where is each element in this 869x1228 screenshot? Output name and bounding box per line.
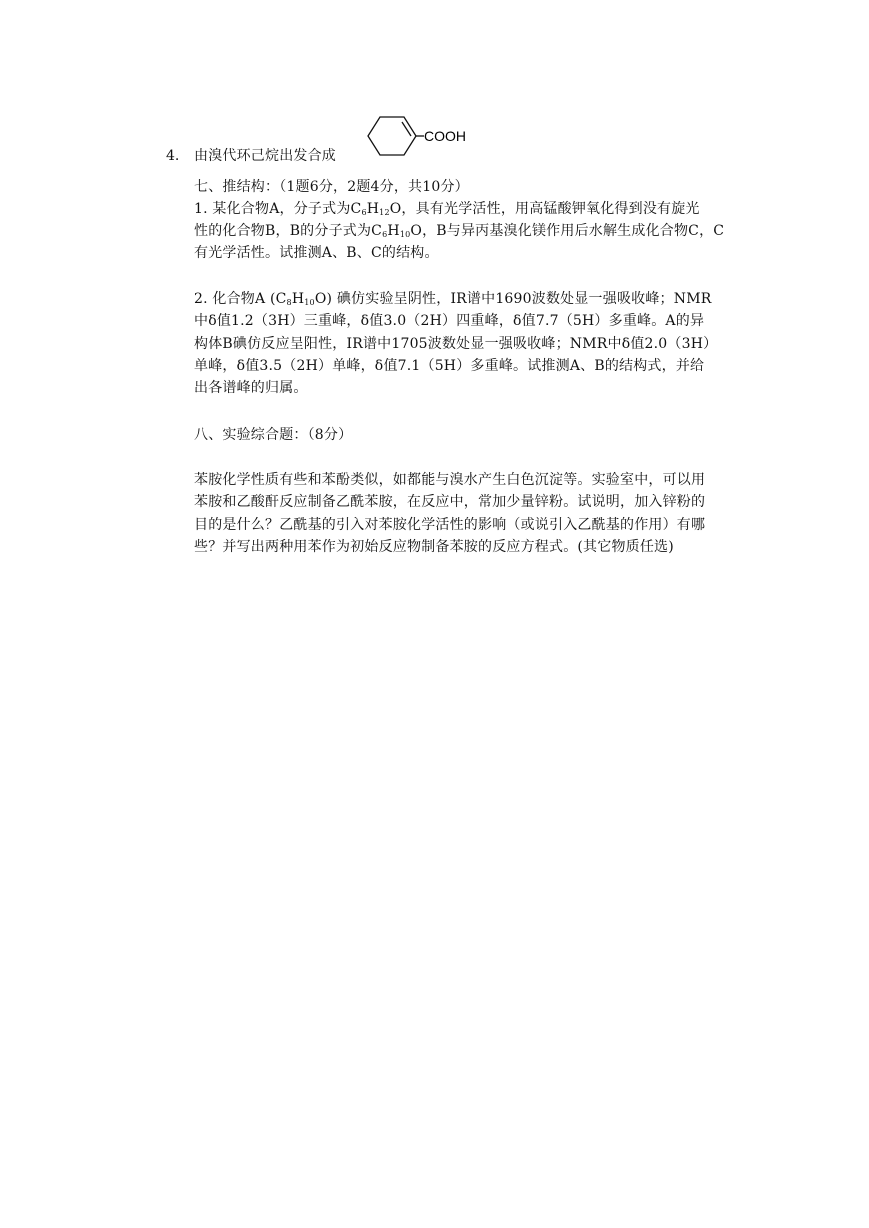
- paragraph-line: 有光学活性。试推测A、B、C的结构。: [194, 245, 439, 261]
- cooh-label: COOH: [424, 128, 466, 144]
- question-text: 由溴代环己烷出发合成: [194, 148, 336, 164]
- paragraph-line: 苯胺化学性质有些和苯酚类似，如都能与溴水产生白色沉淀等。实验室中，可以用: [194, 472, 706, 488]
- question-number: 4.: [166, 148, 180, 164]
- paragraph-line: 目的是什么？乙酰基的引入对苯胺化学活性的影响（或说引入乙酰基的作用）有哪: [194, 517, 706, 533]
- paragraph-line: 2. 化合物A $(C_8H_{10}O)$ 碘仿实验呈阴性，IR谱中1690波数处显一强吸收峰；NMR: [194, 291, 712, 307]
- double-bond-line: [402, 122, 411, 136]
- paragraph-line: 中δ值1.2（3H）三重峰，δ值3.0（2H）四重峰，δ值7.7（5H）多重峰。A的异: [194, 313, 705, 329]
- paragraph-line: 性的化合物B，B的分子式为$C_6H_{10}O$，B与异丙基溴化镁作用后水解生成化合物C，C: [194, 223, 725, 239]
- paragraph-line: 出各谱峰的归属。: [194, 380, 308, 396]
- cyclohexene-ring: [368, 117, 416, 155]
- cyclohexene-carboxylic-acid-structure: [358, 112, 478, 160]
- section-title: 七、推结构：（1题6分，2题4分，共10分）: [194, 179, 469, 195]
- paragraph-line: 些？并写出两种用苯作为初始反应物制备苯胺的反应方程式。(其它物质任选): [194, 539, 674, 555]
- paragraph-line: 1. 某化合物A，分子式为$C_6H_{12}O$，具有光学活性，用高锰酸钾氧化得到没有旋光: [194, 201, 700, 217]
- section-title: 八、实验综合题：（8分）: [194, 427, 353, 443]
- paragraph-line: 构体B碘仿反应呈阳性，IR谱中1705波数处显一强吸收峰；NMR中δ值2.0（3H）: [194, 336, 718, 352]
- paragraph-line: 苯胺和乙酸酐反应制备乙酰苯胺，在反应中，常加少量锌粉。试说明，加入锌粉的: [194, 494, 706, 510]
- paragraph-line: 单峰，δ值3.5（2H）单峰，δ值7.1（5H）多重峰。试推测A、B的结构式，并给: [194, 358, 705, 374]
